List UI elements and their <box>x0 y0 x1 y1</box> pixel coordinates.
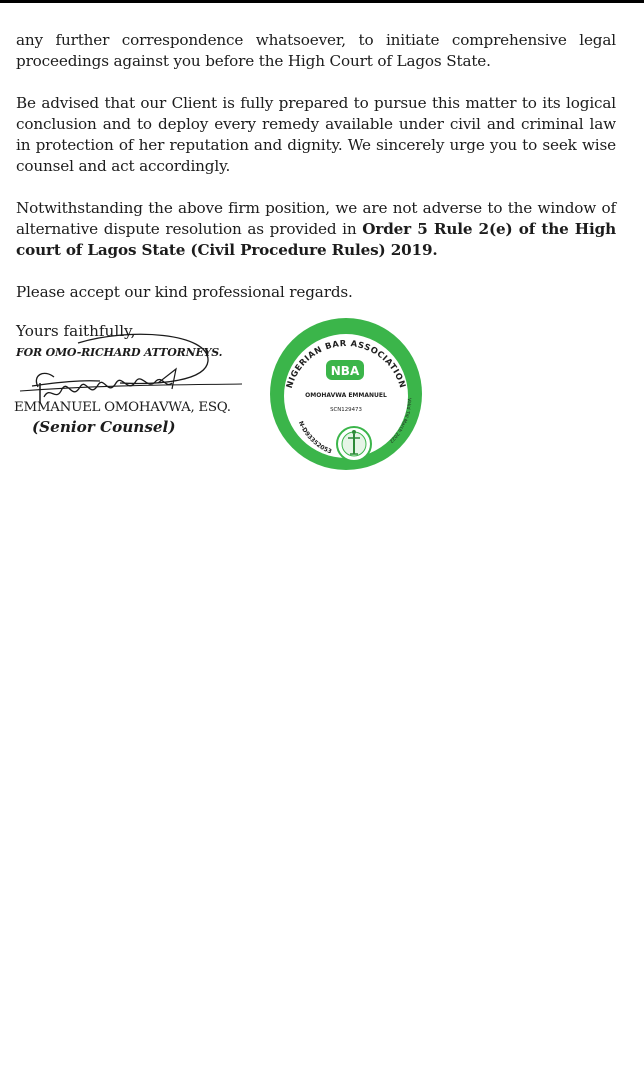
adr-text: Notwithstanding the above firm position, we are not adverse to the window of alternative dispute resolution as provided in <box>16 199 616 238</box>
seal-logo-text: NBA <box>330 364 360 378</box>
paragraph-proceedings: any further correspondence whatsoever, to initiate comprehensive legal proceedings against you before the High Court of Lagos State. <box>16 31 616 70</box>
paragraph-regards: Please accept our kind professional regards. <box>16 283 353 301</box>
seal-scn-number: SCN129473 <box>330 407 362 413</box>
seal-arc-text: NIGERIAN BAR ASSOCIATION <box>283 337 409 390</box>
paragraph-remedy: Be advised that our Client is fully prepared to pursue this matter to its logical conclusion and to deploy every remedy available under civil and criminal law in protection of her reputation and dignity. We sincerely urge you to seek wise counsel and act accordingly. <box>16 94 616 175</box>
adr-rule-reference: Order 5 Rule 2(e) of the High court of Lagos State (Civil Procedure Rules) 2019. <box>16 220 616 259</box>
seal-holder-name: OMOHAVWA EMMANUEL <box>305 392 387 399</box>
seal-serial-number: N-D93352053 <box>296 420 333 456</box>
firm-name: FOR OMO-RICHARD ATTORNEYS. <box>16 346 223 359</box>
seal-validity-text: Valid Till March 2022 <box>387 398 412 444</box>
signer-name: EMMANUEL OMOHAVWA, ESQ. <box>14 400 231 415</box>
nba-seal-stamp <box>268 316 424 472</box>
top-border <box>0 0 644 3</box>
paragraph-adr <box>16 198 616 261</box>
closing-salutation: Yours faithfully, <box>16 322 136 340</box>
signer-role: (Senior Counsel) <box>32 418 176 436</box>
